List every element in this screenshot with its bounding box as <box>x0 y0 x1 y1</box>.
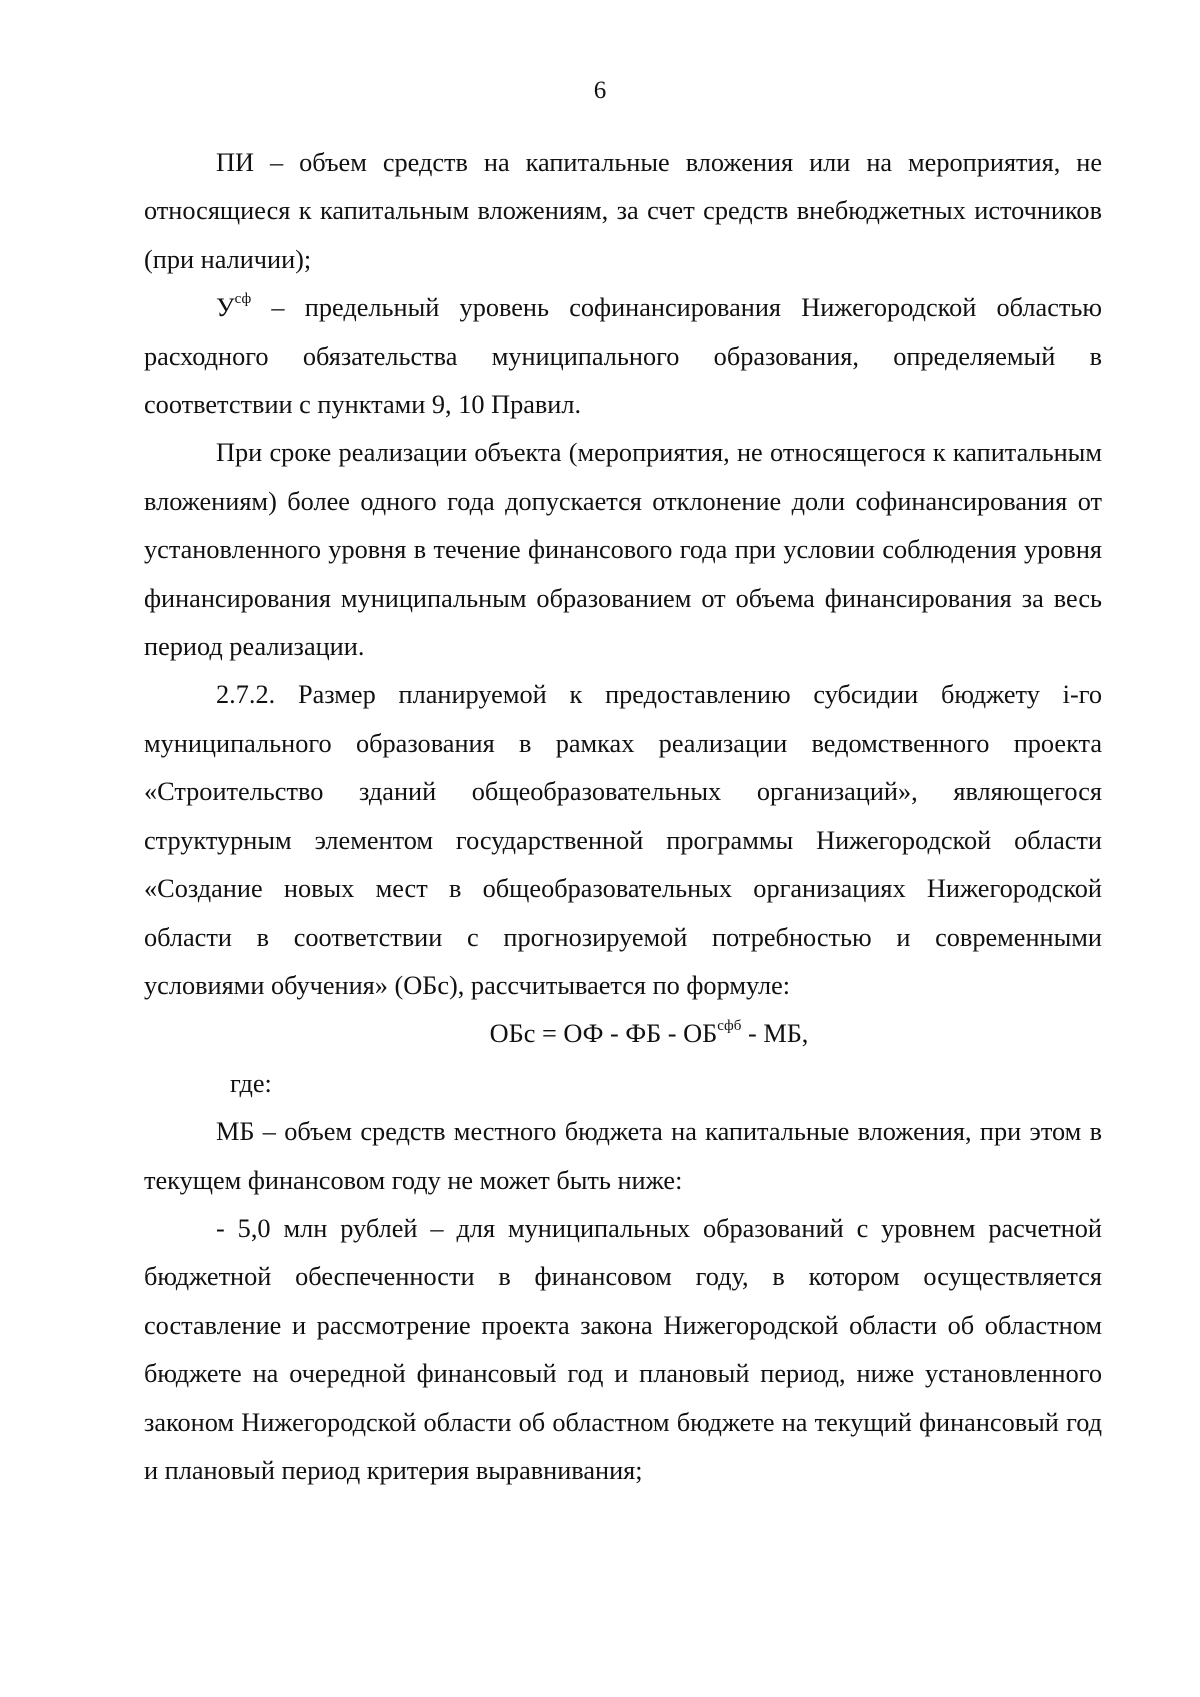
usf-superscript: сф <box>234 291 252 308</box>
usf-symbol: У <box>216 293 235 323</box>
paragraph-subsidy-size: 2.7.2. Размер планируемой к предоставлению субсидии бюджету i-го муниципального образования в рамках реализации ведомственного проекта «Строительство зданий общеобразовательных организаций», являющегося структурным элементом государственной программы Нижегородской области «Создание новых мест в общеобразовательных организациях Нижегородской области в соответствии с прогнозируемой потребностью и современными условиями обучения» (ОБс), рассчитывается по формуле: <box>144 680 1102 1000</box>
paragraph-mb-condition: - 5,0 млн рублей – для муниципальных образований с уровнем расчетной бюджетной обеспеченности в финансовом году, в котором осуществляется составление и рассмотрение проекта закона Нижегородской области об областном бюджете на очередной финансовый год и плановый период, ниже установленного законом Нижегородской области об областном бюджете на текущий финансовый год и плановый период критерия выравнивания; <box>144 1213 1102 1485</box>
formula-superscript: сфб <box>717 1017 742 1034</box>
where-label: где: <box>230 1068 272 1098</box>
formula <box>144 1010 1102 1058</box>
paragraph-pi-definition: ПИ – объем средств на капитальные вложения или на мероприятия, не относящиеся к капитальным вложениям, за счет средств внебюджетных источников (при наличии); <box>144 148 1102 274</box>
page-number: 6 <box>593 77 607 104</box>
paragraph-mb-definition: МБ – объем средств местного бюджета на капитальные вложения, при этом в текущем финансовом году не может быть ниже: <box>144 1117 1102 1195</box>
paragraph-usf-definition <box>144 284 1102 429</box>
formula-start: ОБс = ОФ - ФБ - ОБ <box>489 1019 718 1049</box>
usf-definition-text: – предельный уровень софинансирования Нижегородской областью расходного обязательства муниципального образования, определяемый в соответствии с пунктами 9, 10 Правил. <box>144 293 1102 420</box>
document-body <box>144 139 1102 1495</box>
formula-end: - МБ, <box>741 1019 809 1049</box>
paragraph-deviation-rule: При сроке реализации объекта (мероприятия, не относящегося к капитальным вложениям) более одного года допускается отклонение доли софинансирования от установленного уровня в течение финансового года при условии соблюдения уровня финансирования муниципальным образованием от объема финансирования за весь период реализации. <box>144 438 1102 662</box>
